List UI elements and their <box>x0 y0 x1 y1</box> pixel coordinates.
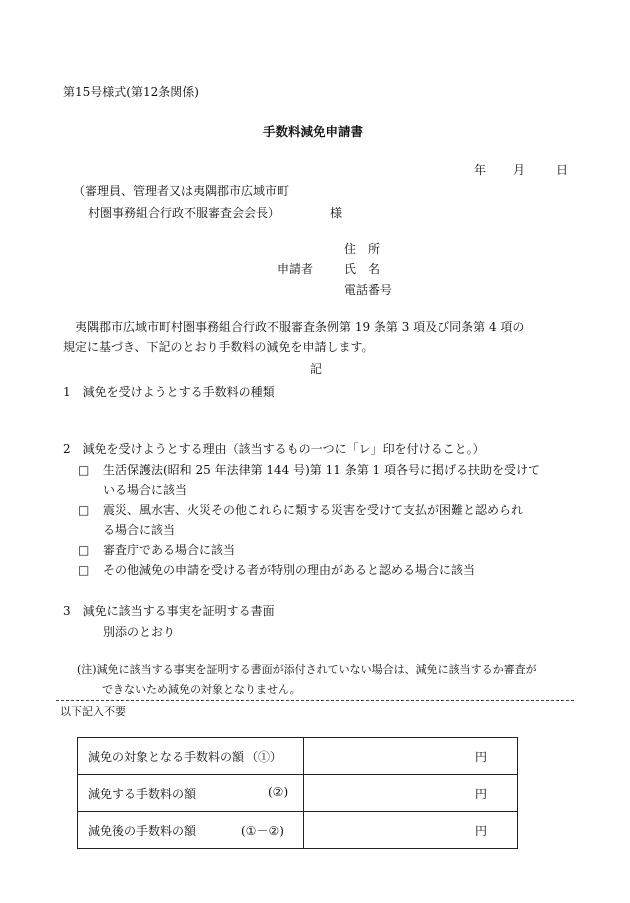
date-year: 年 <box>474 163 487 177</box>
row-label: 減免する手数料の額 <box>88 787 197 801</box>
row-label: 減免の対象となる手数料の額 <box>88 750 245 764</box>
row-number: （①） <box>246 750 283 764</box>
ki-mark: 記 <box>310 362 323 376</box>
body-line2: 規定に基づき、下記のとおり手数料の減免を申請します。 <box>63 340 374 354</box>
date-day: 日 <box>556 163 569 177</box>
addressee-honorific: 様 <box>330 206 343 220</box>
row-label: 減免後の手数料の額 <box>88 824 197 838</box>
section1-heading: 1 減免を受けようとする手数料の種類 <box>63 385 275 399</box>
yen-unit: 円 <box>474 786 487 801</box>
addressee-line2: 村圏事務組合行政不服審査会会長） <box>88 206 281 220</box>
yen-unit: 円 <box>474 823 487 838</box>
addressee-line1: （審理員、管理者又は夷隅郡市広域市町 <box>73 184 290 198</box>
amount-cell[interactable] <box>303 775 517 812</box>
checkbox[interactable]: □ <box>78 543 90 557</box>
note-line1: (注)減免に該当する事実を証明する書面が添付されていない場合は、減免に該当するか審査が <box>77 663 537 676</box>
section3-heading: 3 減免に該当する事実を証明する書面 <box>63 604 275 618</box>
section3-content: 別添のとおり <box>103 625 176 639</box>
applicant-address-label: 住 所 <box>344 242 381 256</box>
applicant-phone-label: 電話番号 <box>344 283 393 297</box>
reason-text-cont: る場合に該当 <box>103 523 176 537</box>
row-number: (②) <box>268 785 289 799</box>
date-month: 月 <box>513 163 526 177</box>
reason-text: その他減免の申請を受ける者が特別の理由があると認める場合に該当 <box>103 563 476 577</box>
table-row <box>78 775 518 812</box>
note-line2: できないため減免の対象となりません。 <box>102 683 301 696</box>
table-row <box>78 812 518 849</box>
amount-cell[interactable] <box>303 738 517 775</box>
reason-text-cont: いる場合に該当 <box>103 483 188 497</box>
applicant-name-label: 氏 名 <box>344 262 381 276</box>
reason-text: 生活保護法(昭和 25 年法律第 144 号)第 11 条第 1 項各号に掲げる扶助を受けて <box>103 463 540 477</box>
document-title: 手数料減免申請書 <box>263 124 364 139</box>
yen-unit: 円 <box>474 749 487 764</box>
row-label-cell <box>78 738 304 775</box>
checkbox[interactable]: □ <box>78 503 90 517</box>
not-required-label: 以下記入不要 <box>60 705 126 718</box>
cut-line <box>56 700 574 701</box>
reason-text: 審査庁である場合に該当 <box>103 543 236 557</box>
checkbox[interactable]: □ <box>78 563 90 577</box>
body-line1: 夷隅郡市広域市町村圏事務組合行政不服審査条例第 19 条第 3 項及び同条第 4 項の <box>75 320 525 334</box>
row-label-cell <box>78 812 304 849</box>
applicant-label: 申請者 <box>277 262 314 276</box>
fee-table <box>77 737 518 849</box>
reason-text: 震災、風水害、火災その他これらに類する災害を受けて支払が困難と認められ <box>103 503 524 517</box>
row-number: (①－②) <box>241 824 284 838</box>
amount-cell[interactable] <box>303 812 517 849</box>
row-label-cell <box>78 775 304 812</box>
table-row <box>78 738 518 775</box>
checkbox[interactable]: □ <box>78 463 90 477</box>
section2-heading: 2 減免を受けようとする理由（該当するもの一つに「レ」印を付けること。） <box>63 442 485 456</box>
form-number: 第15号様式(第12条関係) <box>63 85 199 99</box>
